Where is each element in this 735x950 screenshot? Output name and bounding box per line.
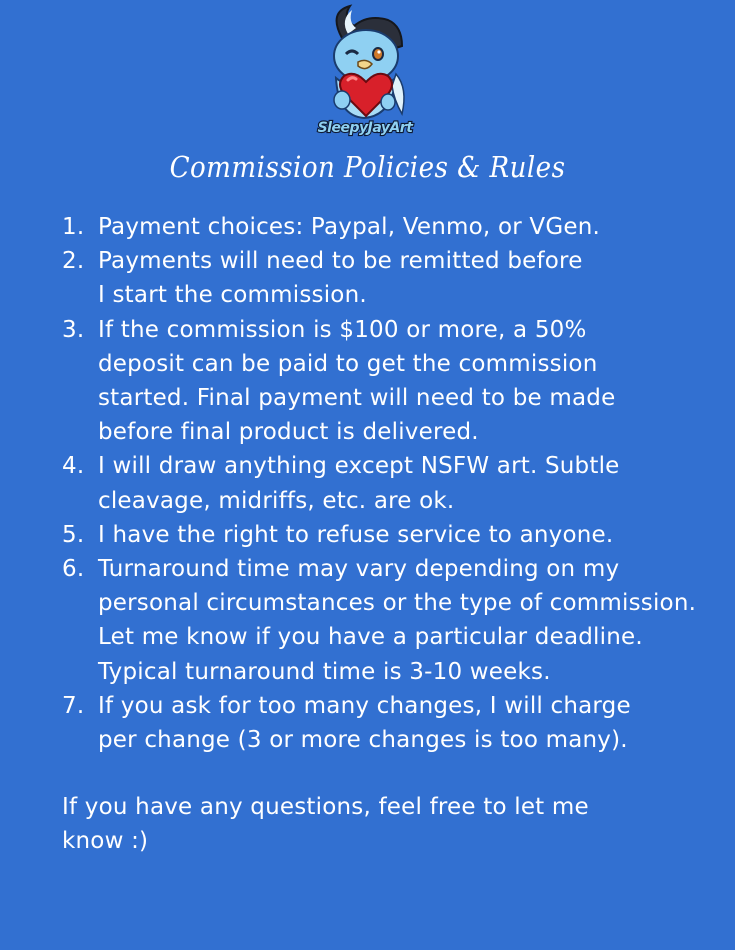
page-title: Commission Policies & Rules [169,150,566,184]
list-item [62,689,727,757]
rule-text: Turnaround time may vary depending on my personal circumstances or the type of commission. Let me know if you have a particular deadline. Typical turnaround time is 3-10 weeks. [98,556,697,685]
rule-text: I have the right to refuse service to anyone. [98,521,614,548]
list-item [62,518,727,552]
rule-number: 3. [62,316,85,343]
rule-number: 7. [62,692,85,719]
list-item [62,552,727,689]
rule-text: If the commission is $100 or more, a 50% deposit can be paid to get the commission started. Final payment will need to be made before final product is delivered. [98,316,616,446]
rules-list [62,210,727,757]
blue-jay-mascot-icon [298,4,432,138]
closing-note: If you have any questions, feel free to let me know :) [62,794,589,855]
rule-text: Payment choices: Paypal, Venmo, or VGen. [98,214,600,240]
list-item [62,244,727,312]
rule-number: 4. [62,453,85,480]
list-item [62,449,727,517]
rule-number: 1. [62,214,85,240]
logo-text: SleepyJayArt [317,120,413,136]
rule-text: If you ask for too many changes, I will charge per change (3 or more changes is too many). [98,692,631,754]
rule-number: 6. [62,556,85,583]
rule-text: I will draw anything except NSFW art. Subtle cleavage, midriffs, etc. are ok. [98,453,620,514]
rule-number: 5. [62,521,85,548]
rule-text: Payments will need to be remitted before I start the commission. [98,248,583,309]
logo [298,4,432,138]
list-item [62,210,727,244]
list-item [62,313,727,450]
rule-number: 2. [62,248,85,275]
